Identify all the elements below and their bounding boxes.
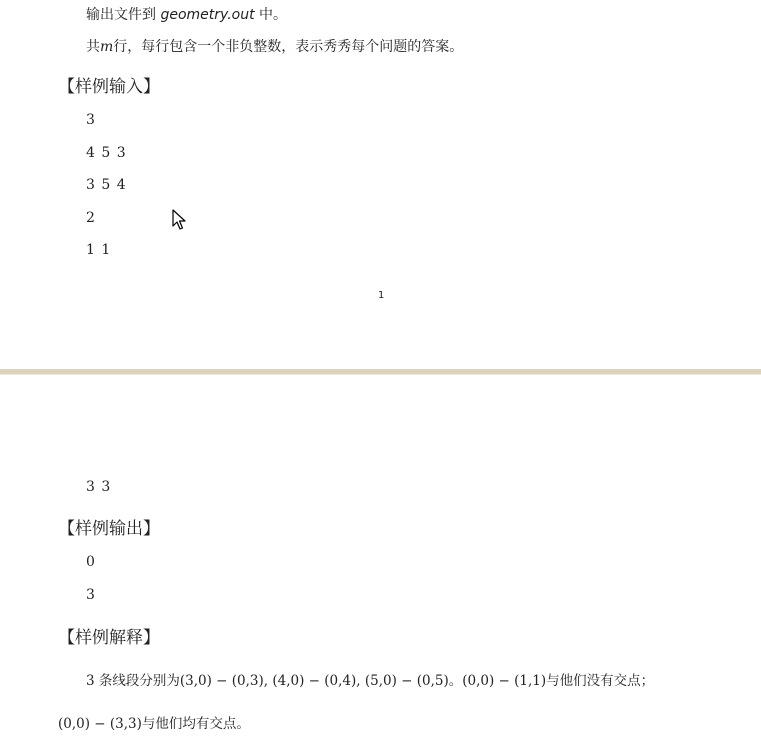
page-number: 1 <box>378 290 385 301</box>
sample-input-line-2: 4 5 3 <box>86 145 127 161</box>
continued-input-line: 3 3 <box>86 479 112 495</box>
sample-output-heading: 【样例输出】 <box>58 519 160 539</box>
sample-output-line-2: 3 <box>86 587 96 603</box>
output-line-prefix: 输出文件到 <box>86 7 161 23</box>
output-line-suffix: 中。 <box>254 7 288 23</box>
output-filename: geometry.out <box>160 7 255 23</box>
sample-input-line-3: 3 5 4 <box>86 177 127 193</box>
output-description-line <box>86 36 463 56</box>
page-separator-shadow <box>0 374 761 375</box>
explanation-line-2: (0,0) − (3,3)与他们均有交点。 <box>58 716 250 732</box>
mouse-pointer-icon <box>172 209 186 231</box>
desc-suffix: 行，每行包含一个非负整数，表示秀秀每个问题的答案。 <box>113 39 464 55</box>
sample-input-line-1: 3 <box>86 112 96 128</box>
sample-input-line-5: 1 1 <box>86 242 112 258</box>
explanation-heading: 【样例解释】 <box>58 628 160 648</box>
sample-input-line-4: 2 <box>86 210 96 226</box>
sample-input-heading: 【样例输入】 <box>58 77 160 97</box>
explanation-line-1: 3 条线段分别为(3,0) − (0,3), (4,0) − (0,4), (5,0) − (0,5)。(0,0) − (1,1)与他们没有交点； <box>86 673 655 689</box>
desc-prefix: 共 <box>86 39 100 55</box>
desc-variable: m <box>100 39 114 55</box>
sample-output-line-1: 0 <box>86 554 96 570</box>
output-file-line <box>86 4 287 24</box>
